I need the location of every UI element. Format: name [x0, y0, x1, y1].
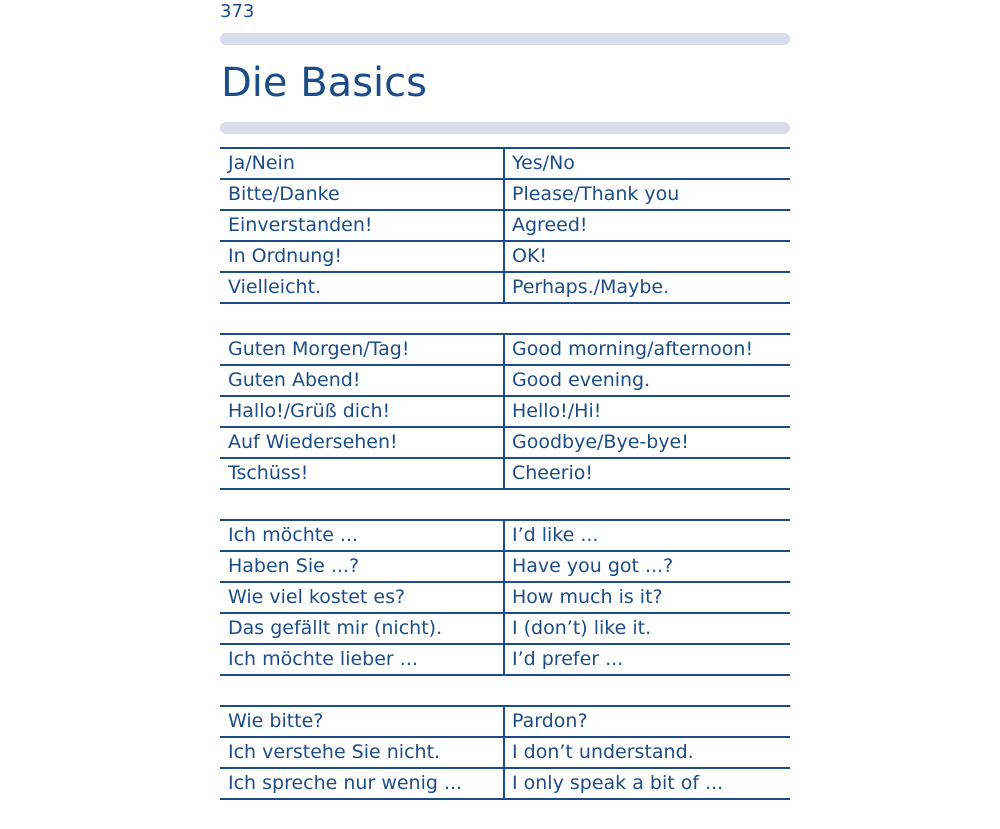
- german-phrase: In Ordnung!: [220, 242, 505, 271]
- german-phrase: Tschüss!: [220, 459, 505, 488]
- english-phrase: I’d prefer ...: [512, 648, 624, 670]
- table-row: [220, 459, 790, 490]
- phrase-group: [220, 333, 790, 490]
- german-phrase: Wie viel kostet es?: [220, 583, 505, 612]
- english-phrase: I’d like ...: [512, 524, 599, 546]
- english-phrase: Cheerio!: [512, 462, 594, 484]
- german-phrase: Einverstanden!: [220, 211, 505, 240]
- table-row: [220, 614, 790, 645]
- phrase-group: [220, 519, 790, 676]
- english-phrase: Please/Thank you: [512, 183, 680, 205]
- table-row: [220, 397, 790, 428]
- table-row: [220, 242, 790, 273]
- english-phrase: Yes/No: [512, 152, 575, 174]
- german-phrase: Guten Morgen/Tag!: [220, 335, 505, 364]
- english-phrase: OK!: [512, 245, 548, 267]
- table-row: [220, 149, 790, 180]
- german-phrase: Haben Sie ...?: [220, 552, 505, 581]
- phrase-group: [220, 147, 790, 304]
- german-phrase: Bitte/Danke: [220, 180, 505, 209]
- german-phrase: Wie bitte?: [220, 707, 505, 736]
- german-phrase: Ich verstehe Sie nicht.: [220, 738, 505, 767]
- english-phrase: Have you got ...?: [512, 555, 674, 577]
- table-row: [220, 521, 790, 552]
- german-phrase: Auf Wiedersehen!: [220, 428, 505, 457]
- english-phrase: I (don’t) like it.: [512, 617, 652, 639]
- german-phrase: Hallo!/Grüß dich!: [220, 397, 505, 426]
- page-title: Die Basics: [221, 60, 427, 106]
- bottom-decorative-band: [220, 122, 790, 134]
- table-row: [220, 707, 790, 738]
- english-phrase: Good morning/afternoon!: [512, 338, 754, 360]
- english-phrase: Perhaps./Maybe.: [512, 276, 670, 298]
- table-row: [220, 769, 790, 800]
- table-row: [220, 273, 790, 304]
- table-row: [220, 552, 790, 583]
- english-phrase: Hello!/Hi!: [512, 400, 602, 422]
- table-row: [220, 428, 790, 459]
- top-decorative-band: [220, 33, 790, 45]
- table-row: [220, 180, 790, 211]
- english-phrase: Good evening.: [512, 369, 651, 391]
- german-phrase: Das gefällt mir (nicht).: [220, 614, 505, 643]
- page-number: 373: [220, 1, 255, 22]
- english-phrase: Agreed!: [512, 214, 588, 236]
- phrase-group: [220, 705, 790, 800]
- table-row: [220, 211, 790, 242]
- english-phrase: Goodbye/Bye-bye!: [512, 431, 689, 453]
- english-phrase: I don’t understand.: [512, 741, 694, 763]
- english-phrase: How much is it?: [512, 586, 663, 608]
- english-phrase: I only speak a bit of ...: [512, 772, 724, 794]
- german-phrase: Ich möchte ...: [220, 521, 505, 550]
- german-phrase: Guten Abend!: [220, 366, 505, 395]
- table-row: [220, 366, 790, 397]
- table-row: [220, 645, 790, 676]
- phrase-table: [220, 147, 790, 829]
- table-row: [220, 335, 790, 366]
- table-row: [220, 583, 790, 614]
- german-phrase: Ja/Nein: [220, 149, 505, 178]
- english-phrase: Pardon?: [512, 710, 588, 732]
- table-row: [220, 738, 790, 769]
- german-phrase: Ich möchte lieber ...: [220, 645, 505, 674]
- german-phrase: Vielleicht.: [220, 273, 505, 302]
- german-phrase: Ich spreche nur wenig ...: [220, 769, 505, 798]
